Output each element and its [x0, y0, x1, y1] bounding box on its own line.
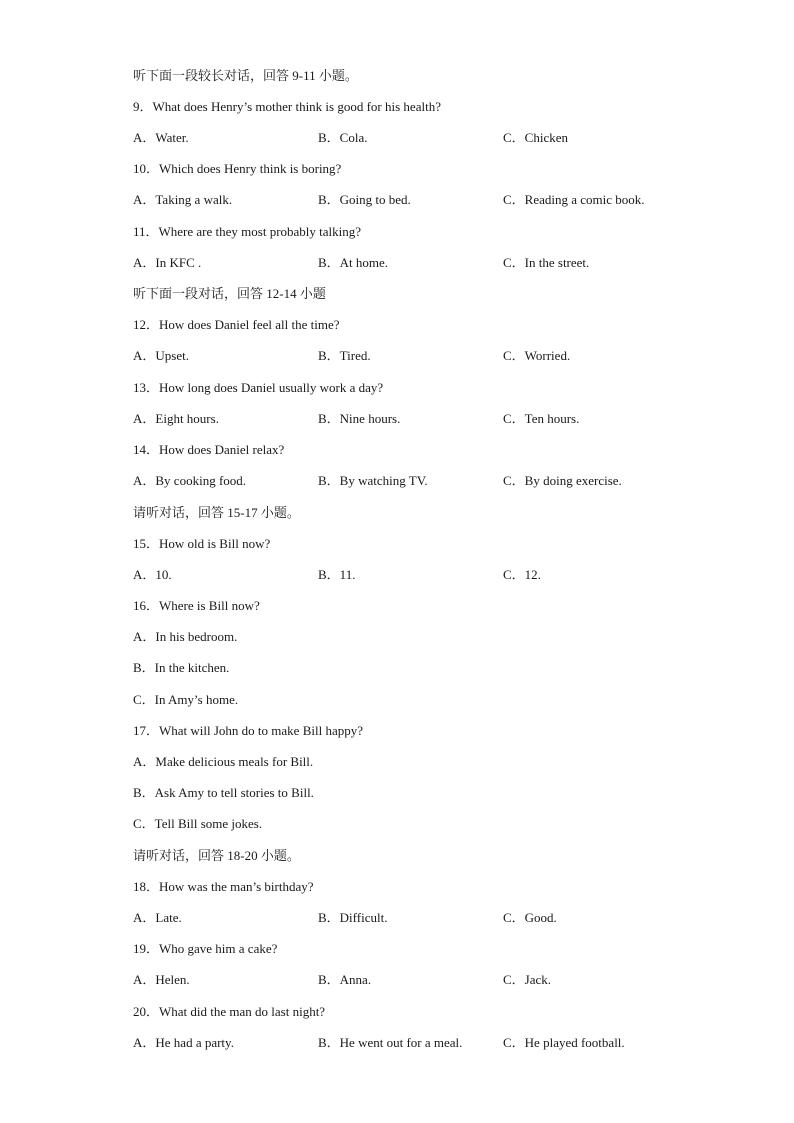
option-a[interactable]: A．In KFC .	[133, 255, 202, 270]
option-c[interactable]: C．Chicken	[503, 130, 568, 145]
option-c[interactable]: C．12.	[503, 567, 541, 582]
option-c[interactable]: C．In the street.	[503, 255, 590, 270]
option-a[interactable]: A．He had a party.	[133, 1035, 234, 1050]
option-c[interactable]: C．Ten hours.	[503, 411, 580, 426]
section-instruction: 听下面一段较长对话，回答 9-11 小题。	[133, 68, 358, 83]
option-b[interactable]: B．At home.	[318, 255, 389, 270]
option-a[interactable]: A．Eight hours.	[133, 411, 219, 426]
question-stem-11: 11．Where are they most probably talking?	[133, 224, 362, 239]
question-stem-13: 13．How long does Daniel usually work a day?	[133, 380, 384, 395]
option-a[interactable]: A．Water.	[133, 130, 189, 145]
option-a[interactable]: A．In his bedroom.	[133, 629, 238, 644]
option-b[interactable]: B．Anna.	[318, 972, 372, 987]
question-stem-9: 9．What does Henry’s mother think is good for his health?	[133, 99, 441, 114]
question-stem-10: 10．Which does Henry think is boring?	[133, 161, 342, 176]
question-stem-14: 14．How does Daniel relax?	[133, 442, 285, 457]
option-a[interactable]: A．Taking a walk.	[133, 192, 233, 207]
option-b[interactable]: B．Cola.	[318, 130, 368, 145]
option-a[interactable]: A．Late.	[133, 910, 182, 925]
section-instruction: 听下面一段对话，回答 12-14 小题	[133, 286, 326, 301]
option-b[interactable]: B．Tired.	[318, 348, 371, 363]
option-b[interactable]: B．By watching TV.	[318, 473, 428, 488]
option-c[interactable]: C．Worried.	[503, 348, 571, 363]
option-b[interactable]: B．In the kitchen.	[133, 660, 230, 675]
option-c[interactable]: C．Reading a comic book.	[503, 192, 645, 207]
option-b[interactable]: B．11.	[318, 567, 356, 582]
section-instruction: 请听对话，回答 18-20 小题。	[133, 848, 300, 863]
option-a[interactable]: A．Helen.	[133, 972, 190, 987]
question-stem-20: 20．What did the man do last night?	[133, 1004, 326, 1019]
option-c[interactable]: C．In Amy’s home.	[133, 692, 239, 707]
option-a[interactable]: A．Upset.	[133, 348, 189, 363]
section-instruction: 请听对话，回答 15-17 小题。	[133, 505, 300, 520]
question-stem-12: 12．How does Daniel feel all the time?	[133, 317, 340, 332]
option-b[interactable]: B．Difficult.	[318, 910, 388, 925]
option-b[interactable]: B．Nine hours.	[318, 411, 401, 426]
question-stem-19: 19．Who gave him a cake?	[133, 941, 278, 956]
question-stem-15: 15．How old is Bill now?	[133, 536, 271, 551]
option-a[interactable]: A．By cooking food.	[133, 473, 247, 488]
option-b[interactable]: B．Going to bed.	[318, 192, 411, 207]
option-a[interactable]: A．Make delicious meals for Bill.	[133, 754, 314, 769]
option-c[interactable]: C．Tell Bill some jokes.	[133, 816, 263, 831]
option-b[interactable]: B．He went out for a meal.	[318, 1035, 463, 1050]
option-c[interactable]: C．He played football.	[503, 1035, 625, 1050]
question-stem-17: 17．What will John do to make Bill happy?	[133, 723, 363, 738]
question-stem-18: 18．How was the man’s birthday?	[133, 879, 314, 894]
option-b[interactable]: B．Ask Amy to tell stories to Bill.	[133, 785, 314, 800]
option-c[interactable]: C．Jack.	[503, 972, 552, 987]
option-c[interactable]: C．By doing exercise.	[503, 473, 622, 488]
option-c[interactable]: C．Good.	[503, 910, 557, 925]
option-a[interactable]: A．10.	[133, 567, 172, 582]
question-stem-16: 16．Where is Bill now?	[133, 598, 260, 613]
